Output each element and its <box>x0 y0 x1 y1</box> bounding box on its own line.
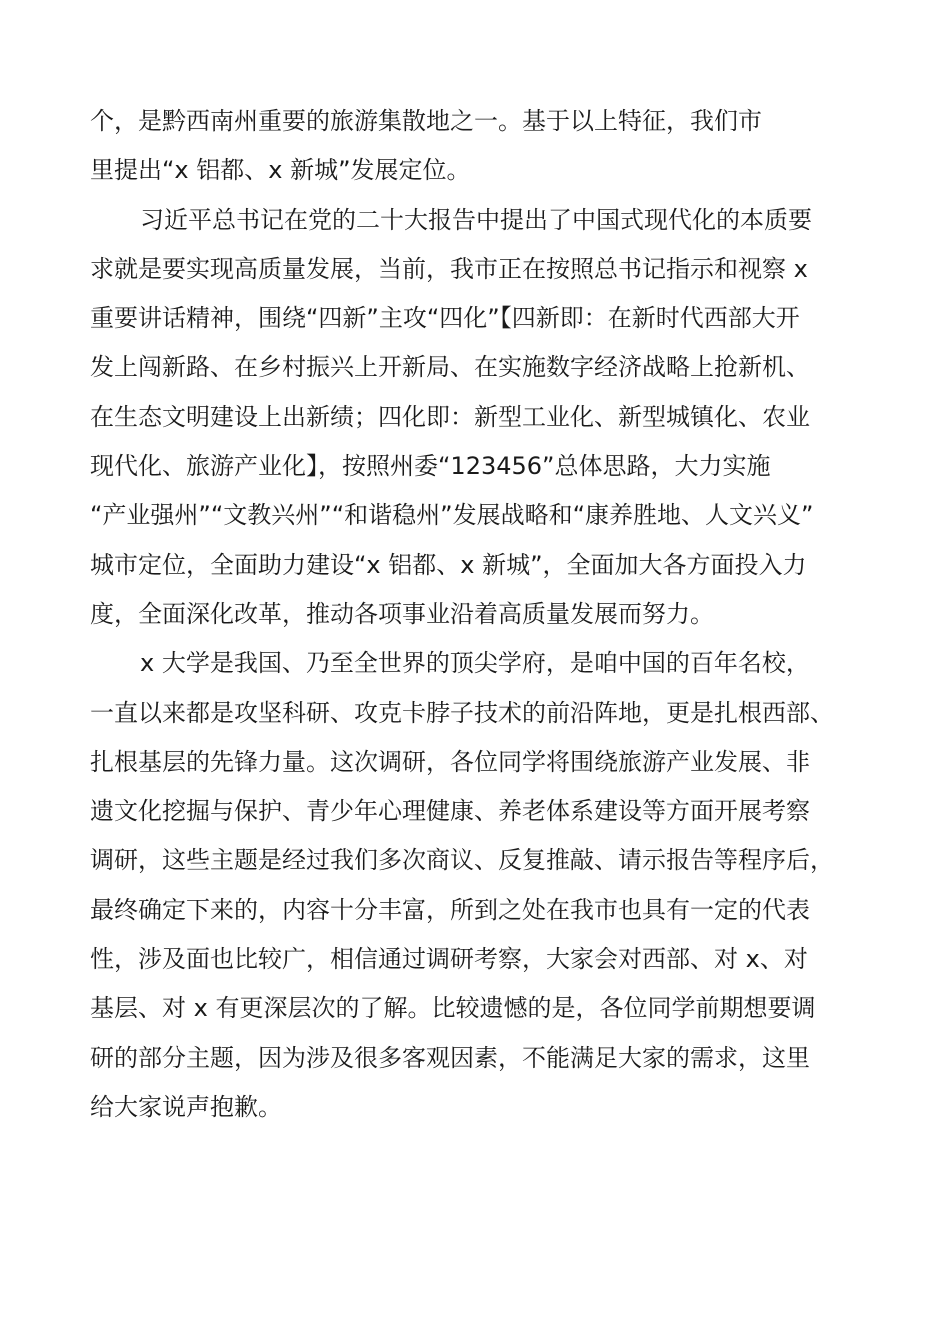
paragraph <box>90 639 880 1132</box>
document-body <box>90 97 880 1132</box>
text-line: 发上闯新路、在乡村振兴上开新局、在实施数字经济战略上抢新机、 <box>90 353 810 382</box>
text-line: 基层、对 x 有更深层次的了解。比较遗憾的是，各位同学前期想要调 <box>90 994 816 1023</box>
text-line: 个，是黔西南州重要的旅游集散地之一。基于以上特征，我们市 <box>90 107 762 135</box>
text-line: 里提出“x 铝都、x 新城”发展定位。 <box>90 156 471 185</box>
text-line: 研的部分主题，因为涉及很多客观因素，不能满足大家的需求，这里 <box>90 1043 810 1072</box>
text-line: 度，全面深化改革，推动各项事业沿着高质量发展而努力。 <box>90 599 714 628</box>
text-line: 求就是要实现高质量发展，当前，我市正在按照总书记指示和视察 x <box>90 254 808 283</box>
text-line: 给大家说声抱歉。 <box>90 1092 282 1121</box>
text-line: 一直以来都是攻坚科研、攻克卡脖子技术的前沿阵地，更是扎根西部、 <box>90 698 834 727</box>
text-line: 现代化、旅游产业化】，按照州委“123456”总体思路，大力实施 <box>90 452 771 481</box>
text-line: 最终确定下来的，内容十分丰富，所到之处在我市也具有一定的代表 <box>90 895 810 924</box>
text-line: 性，涉及面也比较广，相信通过调研考察，大家会对西部、对 x、对 <box>90 945 808 974</box>
text-line: 调研，这些主题是经过我们多次商议、反复推敲、请示报告等程序后， <box>90 846 834 875</box>
paragraph <box>90 196 880 640</box>
text-line: 扎根基层的先锋力量。这次调研，各位同学将围绕旅游产业发展、非 <box>90 747 810 776</box>
text-line: 重要讲话精神，围绕“四新”主攻“四化”【四新即：在新时代西部大开 <box>90 304 800 333</box>
text-line: 遗文化挖掘与保护、青少年心理健康、养老体系建设等方面开展考察 <box>90 797 810 826</box>
text-line: 城市定位，全面助力建设“x 铝都、x 新城”，全面加大各方面投入力 <box>90 550 807 579</box>
text-line: 在生态文明建设上出新绩；四化即：新型工业化、新型城镇化、农业 <box>90 402 810 431</box>
text-line: “产业强州”“文教兴州”“和谐稳州”发展战略和“康养胜地、人文兴义” <box>90 501 814 530</box>
text-line: 习近平总书记在党的二十大报告中提出了中国式现代化的本质要 <box>140 205 812 234</box>
text-line: x 大学是我国、乃至全世界的顶尖学府，是咱中国的百年名校， <box>140 649 810 678</box>
paragraph <box>90 97 880 196</box>
